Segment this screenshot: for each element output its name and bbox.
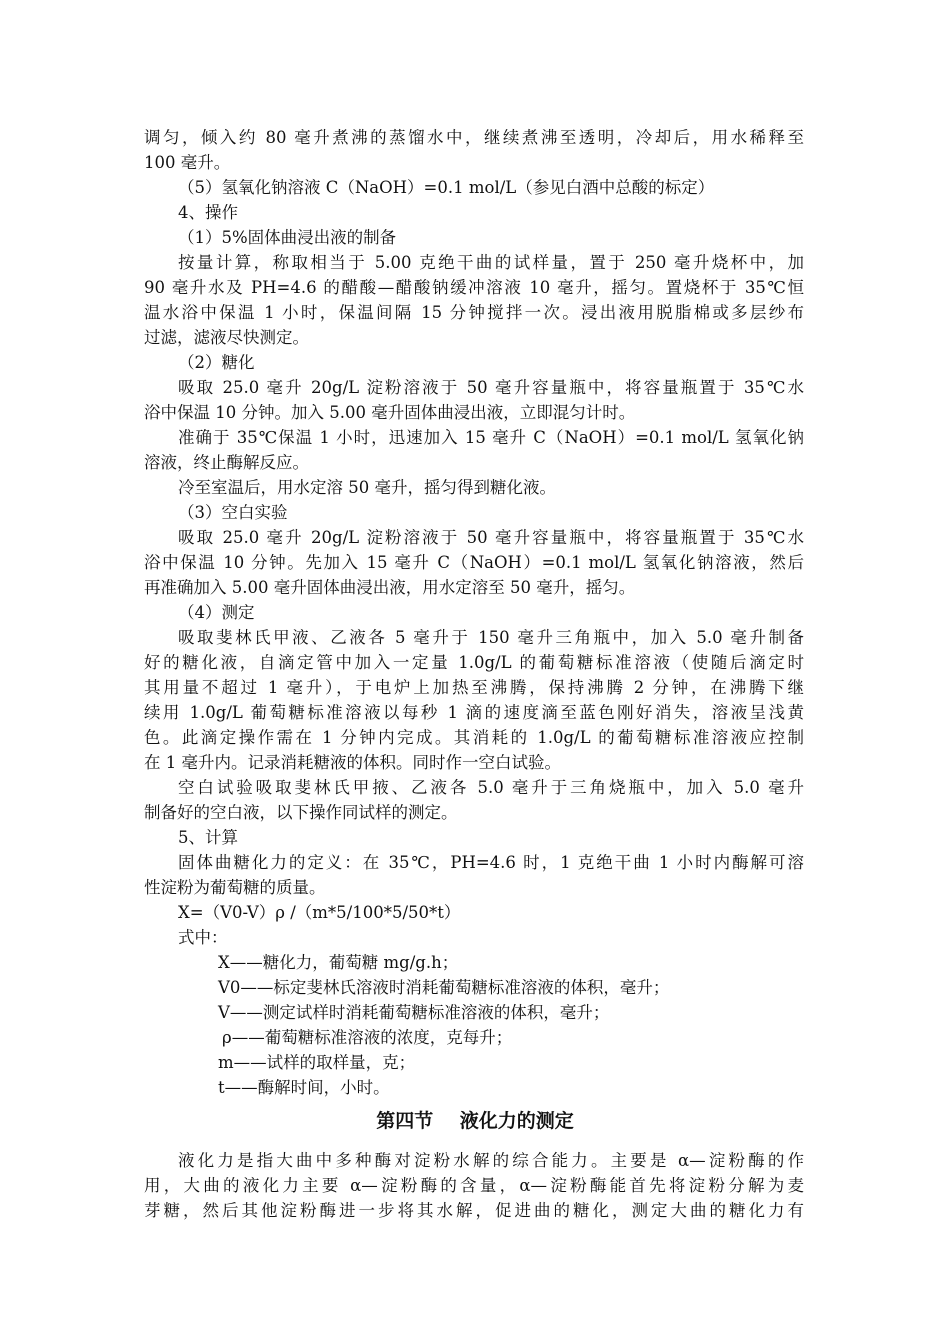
text-line: 好的糖化液，自滴定管中加入一定量 1.0g/L 的葡萄糖标准溶液（使随后滴定时: [144, 653, 804, 672]
text-line: 空白试验吸取斐林氏甲掖、乙液各 5.0 毫升于三角烧瓶中，加入 5.0 毫升: [178, 778, 804, 797]
text-line: 4、操作: [178, 203, 238, 222]
text-line: 用，大曲的液化力主要 α—淀粉酶的含量，α—淀粉酶能首先将淀粉分解为麦: [144, 1176, 804, 1195]
text-line: 5、计算: [178, 828, 238, 847]
text-line: 溶液，终止酶解反应。: [144, 453, 309, 472]
text-line: 温水浴中保温 1 小时，保温间隔 15 分钟搅拌一次。浸出液用脱脂棉或多层纱布: [144, 303, 804, 322]
text-line: 浴中保温 10 分钟。加入 5.00 毫升固体曲浸出液，立即混匀计时。: [144, 403, 636, 422]
text-line: 在 1 毫升内。记录消耗糖液的体积。同时作一空白试验。: [144, 753, 561, 772]
text-line: 吸取 25.0 毫升 20g/L 淀粉溶液于 50 毫升容量瓶中，将容量瓶置于 35℃水: [178, 528, 804, 547]
text-line: 吸取 25.0 毫升 20g/L 淀粉溶液于 50 毫升容量瓶中，将容量瓶置于 35℃水: [178, 378, 804, 397]
definition-line: ρ——葡萄糖标准溶液的浓度，克每升；: [222, 1028, 513, 1047]
definition-line: V——测定试样时消耗葡萄糖标准溶液的体积，毫升；: [218, 1003, 610, 1022]
text-line: （5）氢氧化钠溶液 C（NaOH）=0.1 mol/L（参见白酒中总酸的标定）: [178, 178, 715, 197]
definition-line: X——糖化力，葡萄糖 mg/g.h；: [218, 953, 459, 972]
text-line: 液化力是指大曲中多种酶对淀粉水解的综合能力。主要是 α—淀粉酶的作: [178, 1151, 804, 1170]
text-line: 过滤，滤液尽快测定。: [144, 328, 309, 347]
text-line: 再准确加入 5.00 毫升固体曲浸出液，用水定溶至 50 毫升，摇匀。: [144, 578, 636, 597]
text-line: 其用量不超过 1 毫升），于电炉上加热至沸腾，保持沸腾 2 分钟，在沸腾下继: [144, 678, 804, 697]
text-line: 100 毫升。: [144, 153, 231, 172]
text-line: 色。此滴定操作需在 1 分钟内完成。其消耗的 1.0g/L 的葡萄糖标准溶液应控制: [144, 728, 804, 747]
text-line: 冷至室温后，用水定溶 50 毫升，摇匀得到糖化液。: [178, 478, 556, 497]
text-line: 按量计算，称取相当于 5.00 克绝干曲的试样量，置于 250 毫升烧杯中，加: [178, 253, 804, 272]
text-line: （2）糖化: [178, 353, 255, 372]
definition-line: t——酶解时间，小时。: [218, 1078, 390, 1097]
text-line: 吸取斐林氏甲液、乙液各 5 毫升于 150 毫升三角瓶中，加入 5.0 毫升制备: [178, 628, 804, 647]
text-line: （4）测定: [178, 603, 255, 622]
text-line: 制备好的空白液，以下操作同试样的测定。: [144, 803, 458, 822]
definition-line: V0——标定斐林氏溶液时消耗葡萄糖标准溶液的体积，毫升；: [218, 978, 670, 997]
text-line: 浴中保温 10 分钟。先加入 15 毫升 C（NaOH）=0.1 mol/L 氢氧化钠溶液，然后: [144, 553, 804, 572]
formula-line: X=（V0-V）ρ /（m*5/100*5/50*t）: [178, 903, 461, 922]
section-heading: 第四节 液化力的测定: [376, 1110, 574, 1132]
text-line: （3）空白实验: [178, 503, 288, 522]
text-line: 准确于 35℃保温 1 小时，迅速加入 15 毫升 C（NaOH）=0.1 mol/L 氢氧化钠: [178, 428, 804, 447]
text-line: 续用 1.0g/L 葡萄糖标准溶液以每秒 1 滴的速度滴至蓝色刚好消失，溶液呈浅黄: [144, 703, 804, 722]
text-line: 性淀粉为葡萄糖的质量。: [144, 878, 326, 897]
definition-line: m——试样的取样量，克；: [218, 1053, 416, 1072]
text-line: 固体曲糖化力的定义：在 35℃，PH=4.6 时，1 克绝干曲 1 小时内酶解可溶: [178, 853, 804, 872]
text-line: 式中：: [178, 928, 228, 947]
text-line: 调匀，倾入约 80 毫升煮沸的蒸馏水中，继续煮沸至透明，冷却后，用水稀释至: [144, 128, 804, 147]
text-line: （1）5%固体曲浸出液的制备: [178, 228, 397, 247]
text-line: 90 毫升水及 PH=4.6 的醋酸—醋酸钠缓冲溶液 10 毫升，摇匀。置烧杯于 35℃恒: [144, 278, 804, 297]
text-line: 芽糖，然后其他淀粉酶进一步将其水解，促进曲的糖化，测定大曲的糖化力有: [144, 1201, 804, 1220]
